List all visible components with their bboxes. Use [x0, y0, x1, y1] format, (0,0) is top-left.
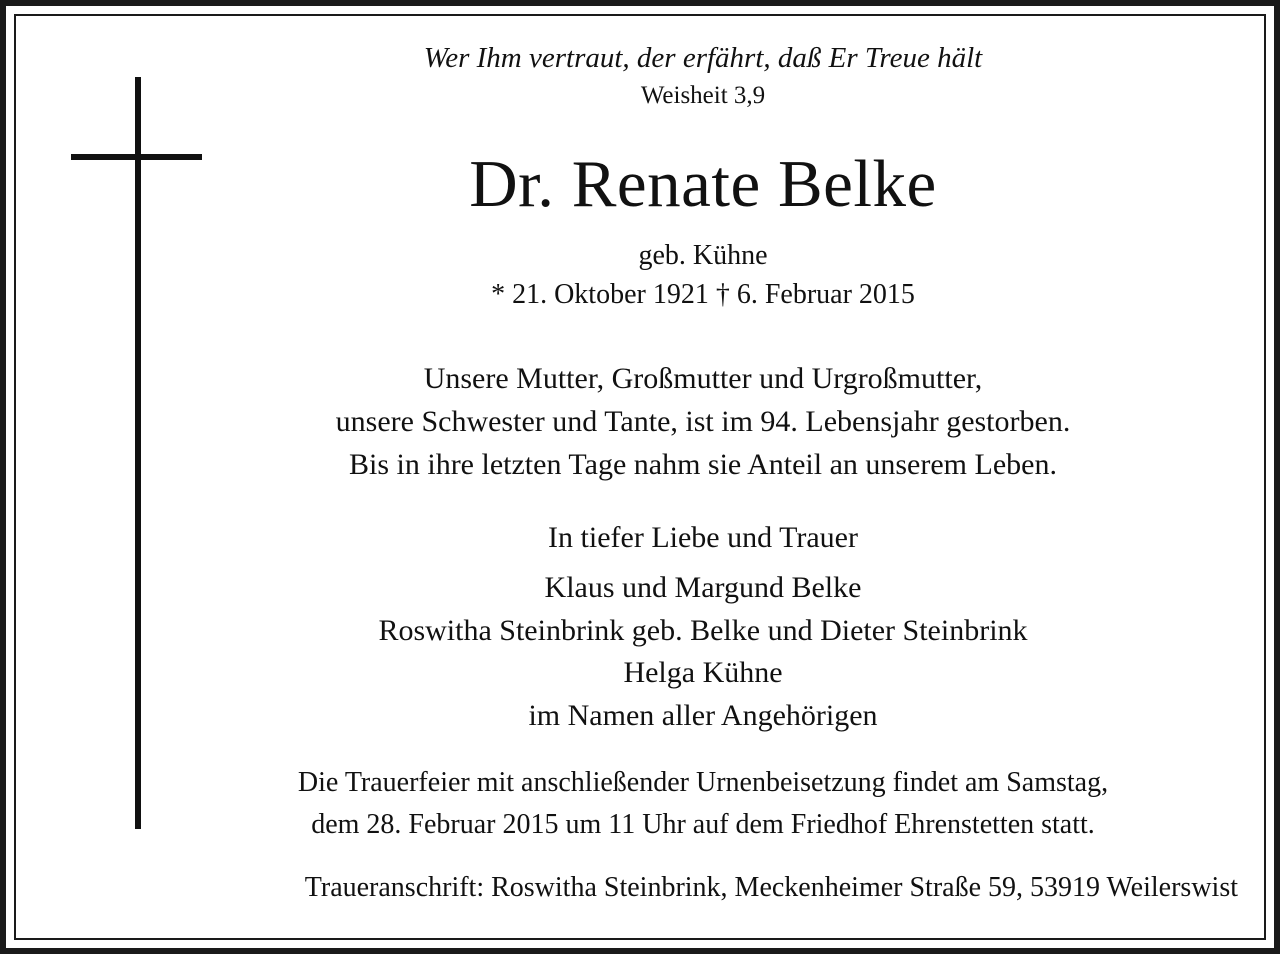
ceremony-info	[210, 762, 1196, 846]
obituary-message	[210, 357, 1196, 486]
bible-quote: Wer Ihm vertraut, der erfährt, daß Er Treue hält	[423, 42, 983, 74]
mourner-line: Roswitha Steinbrink geb. Belke und Dieter Steinbrink	[378, 613, 1028, 647]
mourner-line: im Namen aller Angehörigen	[528, 698, 878, 732]
mourning-address: Traueranschrift: Roswitha Steinbrink, Meckenheimer Straße 59, 53919 Weilerswist	[304, 872, 1238, 903]
cross-icon-vertical-beam	[135, 77, 141, 829]
mourners-list	[210, 567, 1196, 737]
message-line: Unsere Mutter, Großmutter und Urgroßmutter,	[423, 362, 983, 395]
farewell-line: In tiefer Liebe und Trauer	[548, 521, 858, 554]
mourner-line: Helga Kühne	[623, 656, 783, 689]
message-line: Bis in ihre letzten Tage nahm sie Anteil an unserem Leben.	[349, 448, 1057, 481]
ceremony-line: Die Trauerfeier mit anschließender Urnenbeisetzung findet am Samstag,	[297, 767, 1109, 798]
message-line: unsere Schwester und Tante, ist im 94. Lebensjahr gestorben.	[335, 405, 1071, 438]
life-dates: * 21. Oktober 1921 † 6. Februar 2015	[491, 279, 915, 310]
cross-icon-horizontal-beam	[71, 154, 202, 160]
mourner-line: Klaus und Margund Belke	[544, 571, 862, 604]
bible-quote-reference: Weisheit 3,9	[640, 82, 766, 109]
maiden-name: geb. Kühne	[638, 240, 768, 271]
ceremony-line: dem 28. Februar 2015 um 11 Uhr auf dem Friedhof Ehrenstetten statt.	[311, 809, 1095, 840]
deceased-name: Dr. Renate Belke	[469, 147, 937, 221]
